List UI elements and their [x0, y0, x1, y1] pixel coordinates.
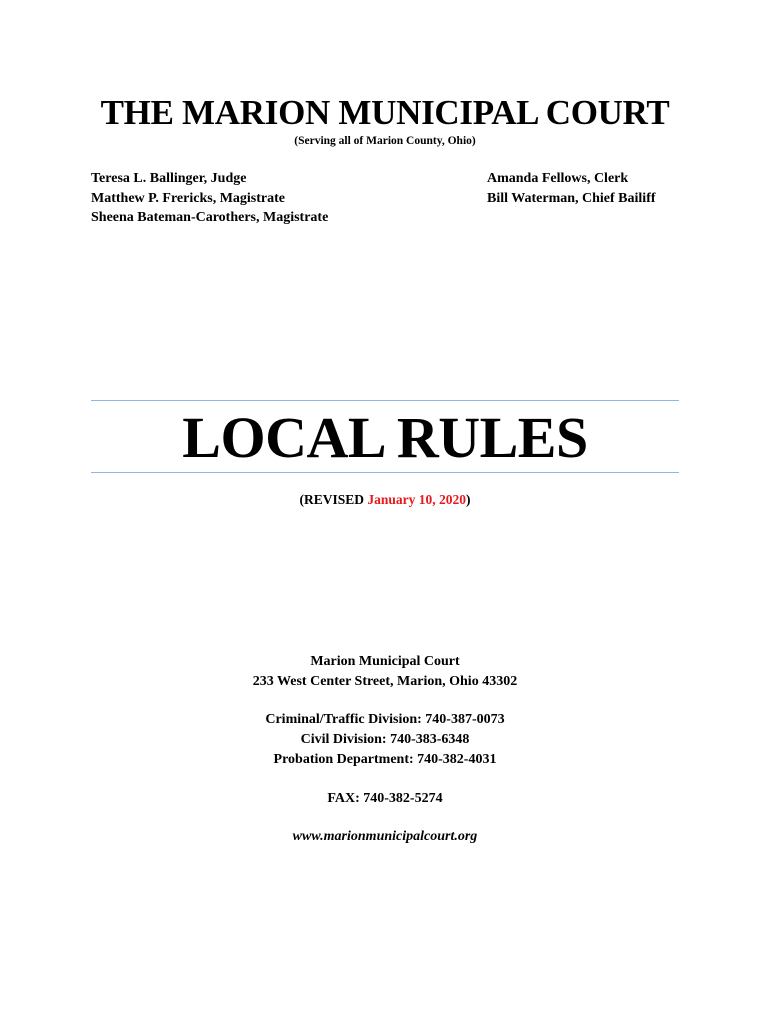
revised-notice: [0, 491, 770, 509]
court-title: THE MARION MUNICIPAL COURT: [100, 93, 670, 132]
official-magistrate-2: Sheena Bateman-Carothers, Magistrate: [91, 210, 329, 225]
title-divider-bottom: [91, 472, 679, 473]
probation-phone: Probation Department: 740-382-4031: [273, 752, 497, 767]
criminal-traffic-phone: Criminal/Traffic Division: 740-387-0073: [265, 712, 505, 727]
officials-left-column: [91, 169, 328, 228]
civil-division-phone: Civil Division: 740-383-6348: [300, 732, 470, 747]
officials-right-column: [487, 169, 656, 208]
official-chief-bailiff: Bill Waterman, Chief Bailiff: [487, 190, 656, 206]
revised-suffix: ): [466, 492, 471, 507]
official-clerk: Amanda Fellows, Clerk: [487, 171, 629, 186]
fax-number: FAX: 740-382-5274: [327, 791, 443, 806]
official-magistrate-1: Matthew P. Frericks, Magistrate: [91, 190, 285, 206]
document-title: LOCAL RULES: [182, 405, 588, 470]
official-judge: Teresa L. Ballinger, Judge: [91, 171, 247, 186]
revised-prefix: (REVISED: [299, 492, 368, 507]
phone-numbers-block: [0, 710, 770, 770]
court-address-block: [0, 652, 770, 692]
court-street-address: 233 West Center Street, Marion, Ohio 43302: [252, 674, 518, 689]
court-subtitle: (Serving all of Marion County, Ohio): [294, 135, 476, 147]
title-divider-top: [91, 400, 679, 401]
website-link[interactable]: www.marionmunicipalcourt.org: [292, 829, 478, 844]
court-name: Marion Municipal Court: [310, 654, 460, 669]
revised-date: January 10, 2020: [367, 492, 467, 507]
